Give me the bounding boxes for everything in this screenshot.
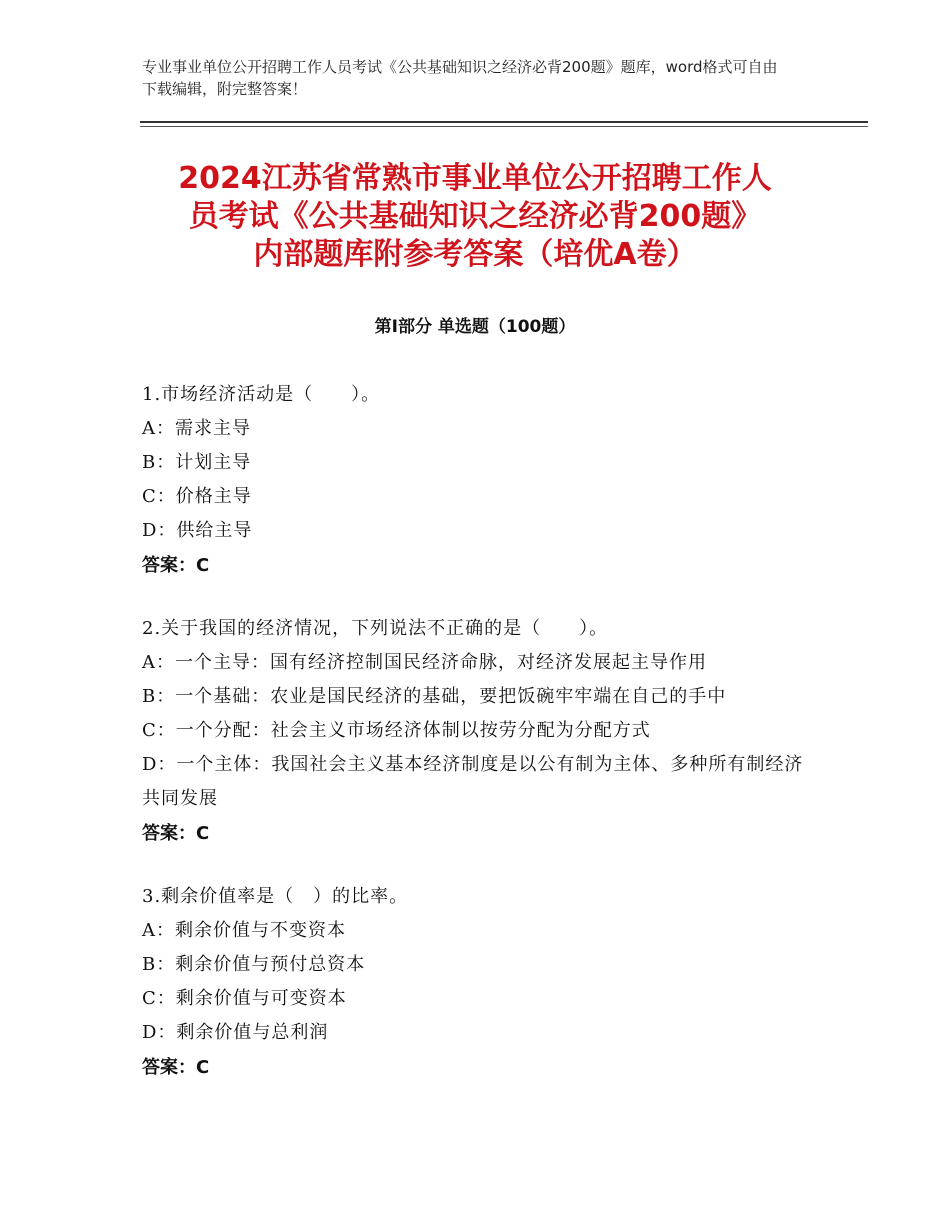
option-b: B：计划主导 [142, 452, 252, 473]
section-heading: 第Ⅰ部分 单选题（100题） [374, 317, 576, 337]
option-a: A：一个主导：国有经济控制国民经济命脉，对经济发展起主导作用 [142, 652, 707, 673]
option-a: A：需求主导 [142, 418, 251, 439]
option-c: C：价格主导 [142, 486, 252, 507]
title-line-2: 员考试《公共基础知识之经济必背200题》 [188, 199, 762, 234]
option-d: D：一个主体：我国社会主义基本经济制度是以公有制为主体、多种所有制经济共同发展 [142, 754, 804, 809]
question-1 [142, 378, 822, 584]
answer: 答案：C [142, 555, 210, 576]
question-2 [142, 612, 822, 852]
question-list [142, 378, 822, 1114]
question-stem: 1.市场经济活动是（ ）。 [142, 384, 381, 405]
document-title [120, 160, 830, 274]
option-c: C：一个分配：社会主义市场经济体制以按劳分配为分配方式 [142, 720, 651, 741]
option-c: C：剩余价值与可变资本 [142, 988, 347, 1009]
option-b: B：一个基础：农业是国民经济的基础，要把饭碗牢牢端在自己的手中 [142, 686, 727, 707]
answer: 答案：C [142, 823, 210, 844]
header-rule-thick [140, 121, 868, 123]
option-d: D：剩余价值与总利润 [142, 1022, 329, 1043]
option-b: B：剩余价值与预付总资本 [142, 954, 366, 975]
answer: 答案：C [142, 1057, 210, 1078]
title-line-1: 2024江苏省常熟市事业单位公开招聘工作人 [178, 161, 772, 196]
option-d: D：供给主导 [142, 520, 253, 541]
title-line-3: 内部题库附参考答案（培优A卷） [253, 237, 697, 272]
header-note: 专业事业单位公开招聘工作人员考试《公共基础知识之经济必背200题》题库，word格式可自由下载编辑，附完整答案！ [142, 58, 778, 98]
question-3 [142, 880, 822, 1086]
question-stem: 2.关于我国的经济情况，下列说法不正确的是（ ）。 [142, 618, 609, 639]
question-stem: 3.剩余价值率是（ ）的比率。 [142, 886, 409, 907]
option-a: A：剩余价值与不变资本 [142, 920, 346, 941]
header-rule-thin [140, 126, 868, 127]
